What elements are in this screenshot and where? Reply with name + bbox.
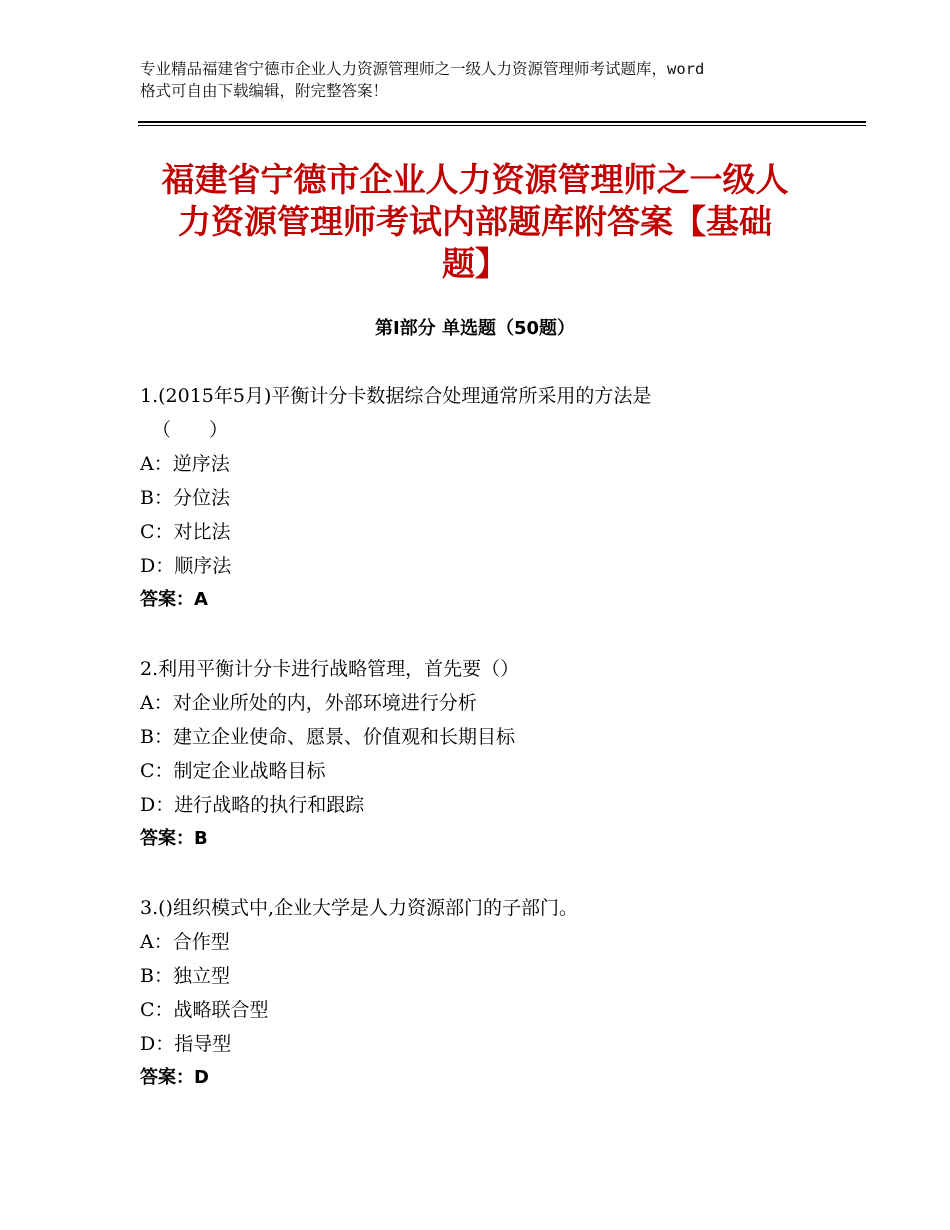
- option-b: B：建立企业使命、愿景、价值观和长期目标: [140, 726, 515, 748]
- question-stem: 2.利用平衡计分卡进行战略管理，首先要（）: [140, 658, 520, 680]
- header-divider: [138, 121, 866, 123]
- question-stem: 3.()组织模式中,企业大学是人力资源部门的子部门。: [140, 897, 578, 919]
- option-c: C：战略联合型: [140, 999, 269, 1021]
- option-a: A：合作型: [140, 931, 230, 953]
- header-divider-thin: [138, 125, 866, 126]
- question-stem: 1.(2015年5月)平衡计分卡数据综合处理通常所采用的方法是: [140, 385, 652, 407]
- question-1: [140, 379, 840, 617]
- answer: 答案：D: [140, 1067, 209, 1088]
- option-b: B：独立型: [140, 965, 230, 987]
- option-a: A：逆序法: [140, 453, 230, 475]
- option-d: D：指导型: [140, 1033, 232, 1055]
- header-note-line: 格式可自由下载编辑，附完整答案！: [140, 82, 389, 100]
- question-2: [140, 652, 840, 856]
- header-note-line: 专业精品福建省宁德市企业人力资源管理师之一级人力资源管理师考试题库，word: [140, 60, 705, 78]
- section-title: 第Ⅰ部分 单选题（50题）: [374, 318, 575, 339]
- title-line: 题】: [442, 244, 508, 283]
- title-line: 福建省宁德市企业人力资源管理师之一级人: [161, 160, 789, 199]
- option-d: D：进行战略的执行和跟踪: [140, 794, 365, 816]
- title-line: 力资源管理师考试内部题库附答案【基础: [178, 202, 772, 241]
- option-b: B：分位法: [140, 487, 230, 509]
- option-c: C：对比法: [140, 521, 231, 543]
- answer: 答案：A: [140, 589, 208, 610]
- question-3: [140, 891, 840, 1095]
- answer: 答案：B: [140, 828, 208, 849]
- header-note: [140, 58, 830, 102]
- question-stem-continued: （ ）: [152, 419, 229, 441]
- document-title: [140, 159, 810, 285]
- option-d: D：顺序法: [140, 555, 232, 577]
- option-c: C：制定企业战略目标: [140, 760, 326, 782]
- option-a: A：对企业所处的内，外部环境进行分析: [140, 692, 477, 714]
